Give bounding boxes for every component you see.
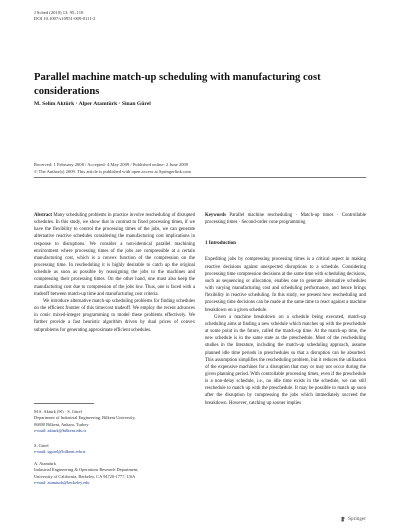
abstract-label: Abstract	[34, 213, 53, 218]
copyright-line: © The Author(s) 2009. This article is published with open access at Springerlink.com	[34, 168, 191, 174]
intro-paragraph-2: Given a machine breakdown on a schedule being executed, match-up scheduling aims at finding a new schedule which matches up with the preschedule at some point in the future, called the match-up time. At the match-up time, the new schedule is in the same state as the preschedule. Most of the rescheduling studies in the literature, including the match-up scheduling approach, assume planned idle time periods in preschedules so that a disruption can be absorbed. This assumption simplifies the rescheduling problem, but it reduces the utilization of the expensive machines for a disruption that may or may not occur during the given planning period. With controllable processing times, even if the preschedule is a non-delay schedule, i.e., no idle time exists in the schedule, we can still reschedule to match up with the preschedule. It may be possible to match up soon after the disruption by compressing the jobs which immediately succeed the breakdown. However, catching up sooner implies	[205, 314, 366, 406]
affiliation-divider	[34, 403, 94, 404]
intro-paragraph-1: Expediting jobs by compressing processing times is a critical aspect in making reactive decisions against unexpected disruptions to a schedule. Considering processing time compression decisions at the same time with scheduling decisions, such as sequencing or allocation, enables one to generate alternative schedules with varying manufacturing cost and scheduling performance, and hence brings flexibility in reactive scheduling. In this study, we present how rescheduling and processing time decisions can be made at the same time to react against a machine breakdown on a given schedule.	[205, 257, 366, 313]
journal-header	[34, 10, 95, 22]
publisher-name: Springer	[348, 516, 366, 522]
affiliation-3-address: University of California, Berkeley, CA 94720-1777, USA	[34, 473, 136, 479]
abstract-paragraph-2: We introduce alternative match-up scheduling problems for finding schedules on the efficient frontier of this time/cost tradeoff. We employ the recent advances in conic mixed-integer programming to model these problems effectively. We further provide a fast heuristic algorithm driven by dual prices of convex subproblems for generating approximate efficient schedules.	[34, 298, 195, 333]
keywords-text: Parallel machine rescheduling · Match-up times · Controllable processing times · Second-order cone programming	[205, 213, 366, 226]
body-column	[205, 212, 366, 407]
received-dates: Received: 1 February 2008 / Accepted: 4 May 2009 / Published online: 2 June 2009	[34, 162, 189, 167]
paper-title: Parallel machine match-up scheduling with manufacturing cost considerations	[34, 72, 321, 97]
keywords-label: Keywords	[205, 213, 226, 218]
affiliation-2-email[interactable]: e-mail: sgurel@bilkent.edu.tr	[34, 449, 86, 455]
publication-history	[34, 162, 374, 175]
affiliation-3	[34, 461, 195, 487]
abstract-column	[34, 212, 195, 334]
publisher-mark	[340, 516, 366, 522]
affiliation-1-names: M.S. Aktürk (✉) · S. Gürel	[34, 409, 82, 414]
affiliation-2-names: S. Gürel	[34, 443, 49, 448]
affiliation-1	[34, 409, 195, 435]
affiliation-1-dept: Department of Industrial Engineering, Bilkent University,	[34, 415, 136, 421]
affiliation-3-email[interactable]: e-mail: atamturk@berkeley.edu	[34, 480, 90, 486]
affiliation-3-names: A. Atamtürk	[34, 461, 56, 466]
affiliation-1-email[interactable]: e-mail: akturk@bilkent.edu.tr	[34, 428, 87, 434]
paper-authors: M. Selim Aktürk · Alper Atamtürk · Sinan Gürel	[34, 101, 151, 107]
abstract-paragraph-1: Many scheduling problems in practice involve rescheduling of disrupted schedules. In this study, we show that in contrast to fixed processing times, if we have the flexibility to control the processing times of the jobs, we can generate alternative reactive schedules considering the manufacturing cost implications in response to disruptions. We consider a non-identical parallel machining environment where processing times of the jobs are compressible at a certain manufacturing cost, which is a convex function of the compression on the processing time. In rescheduling it is highly desirable to catch up the original schedule as soon as possible by reassigning the jobs to the machines and compressing their processing times. On the other hand, one must also keep the manufacturing cost due to compression of the jobs low. Thus, one is faced with a tradeoff between match-up time and manufacturing cost criteria.	[34, 213, 195, 297]
springer-horse-icon	[340, 516, 346, 522]
affiliation-1-address: 06800 Bilkent, Ankara, Turkey	[34, 421, 89, 427]
affiliation-3-dept: Industrial Engineering & Operations Research Department,	[34, 467, 139, 473]
header-divider	[34, 177, 366, 178]
section-heading-introduction: 1 Introduction	[205, 241, 236, 247]
journal-citation: J Sched (2010) 13: 95–110	[34, 10, 84, 15]
affiliation-2	[34, 443, 195, 456]
journal-doi: DOI 10.1007/s10951-009-0111-2	[34, 16, 96, 22]
